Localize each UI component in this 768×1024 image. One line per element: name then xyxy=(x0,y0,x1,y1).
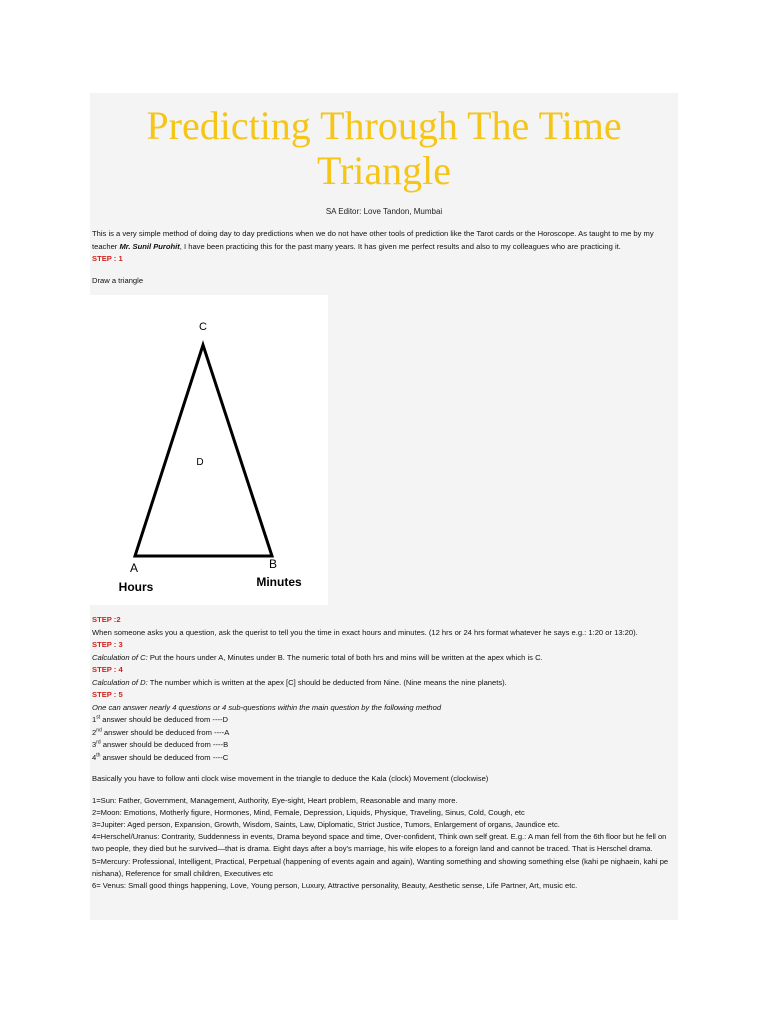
step-5-heading: STEP : 5 xyxy=(92,690,123,699)
triangle-svg xyxy=(90,295,328,605)
answer-suffix: st xyxy=(96,714,101,721)
planet-herschel: 4=Herschel/Uranus: Contrarity, Suddenness in events, Drama beyond space and time, Over-confident, Think own self great. E.g.: A man fell from the 6th floor but he fell on two people, they died but he survived—that is drama. Eight days after a boy's marriage, his wife elopes to a foreign land and cannot be traced. That is Herschel drama. xyxy=(92,832,667,854)
planet-venus: 6= Venus: Small good things happening, Love, Young person, Luxury, Attractive personality, Beauty, Aesthetic sense, Life Partner, Art, music etc. xyxy=(92,880,578,890)
byline: SA Editor: Love Tandon, Mumbai xyxy=(325,207,443,216)
triangle-diagram xyxy=(90,295,328,605)
step-3-text xyxy=(90,652,678,665)
planet-mercury: 5=Mercury: Professional, Intelligent, Practical, Perpetual (happening of events again and again), Wanting something and showing something else (kahi pe nighaein, kahi pe nishana), Reference for small children, Executives etc xyxy=(92,856,669,878)
step-4-text xyxy=(90,677,678,690)
step-4-label: Calculation of D: xyxy=(92,677,148,687)
label-minutes: Minutes xyxy=(256,575,302,589)
label-c: C xyxy=(199,321,207,333)
label-d: D xyxy=(196,457,204,468)
list-item xyxy=(90,727,678,740)
label-b: B xyxy=(268,557,278,571)
planet-jupiter: 3=Jupiter: Aged person, Expansion, Growth, Wisdom, Saints, Law, Diplomatic, Strict Justice, Tumors, Enlargement of organs, Jaundice etc. xyxy=(92,819,560,829)
answer-number: 1 xyxy=(92,715,97,724)
answer-suffix: rd xyxy=(96,739,101,746)
list-item xyxy=(90,739,678,752)
step-4-heading: STEP : 4 xyxy=(92,665,123,674)
answer-text: answer should be deduced from ----B xyxy=(100,740,229,749)
step-4-body: The number which is written at the apex [C] should be deducted from Nine. (Nine means the nine planets). xyxy=(147,677,507,687)
page-title: Predicting Through The Time Triangle xyxy=(146,103,622,193)
list-item xyxy=(90,752,678,765)
answer-text: answer should be deduced from ----D xyxy=(100,715,229,724)
answer-text: answer should be deduced from ----A xyxy=(101,727,230,737)
intro-text-start: This is a very simple method of doing day to day predictions when we do not have other tools of prediction like the Tarot cards or the Horoscope. As taught to me by my teacher xyxy=(92,229,654,251)
answer-suffix: nd xyxy=(96,726,102,733)
answer-number: 4 xyxy=(92,752,97,762)
triangle-shape xyxy=(135,345,272,556)
teacher-name: Mr. Sunil Purohit xyxy=(119,241,180,251)
document-page xyxy=(90,93,678,920)
planet-moon: 2=Moon: Emotions, Motherly figure, Hormones, Mind, Female, Depression, Liquids, Physique, Traveling, Sinus, Cold, Cough, etc xyxy=(92,807,525,817)
step-3-body: Put the hours under A, Minutes under B. The numeric total of both hrs and mins will be written at the apex which is C. xyxy=(147,652,543,662)
step-2-text: When someone asks you a question, ask the querist to tell you the time in exact hours and minutes. (12 hrs or 24 hrs format whatever he says e.g.: 1:20 or 13:20). xyxy=(92,627,638,637)
step-1-text: Draw a triangle xyxy=(92,275,144,285)
label-a: A xyxy=(129,561,139,575)
answer-text: answer should be deduced from ----C xyxy=(100,752,229,762)
intro-text-end: , I have been practicing this for the past many years. It has given me perfect results and also to my colleagues who are practicing it. xyxy=(179,241,621,251)
step-3-label: Calculation of C: xyxy=(92,652,148,662)
planet-list xyxy=(90,795,678,893)
step-2-heading: STEP :2 xyxy=(92,615,121,624)
step-5-text: One can answer nearly 4 questions or 4 sub-questions within the main question by the following method xyxy=(92,702,442,712)
list-item xyxy=(90,714,678,727)
step-3-heading: STEP : 3 xyxy=(92,640,123,649)
clockwise-note: Basically you have to follow anti clock wise movement in the triangle to deduce the Kala (clock) Movement (clockwise) xyxy=(92,774,489,783)
intro-paragraph xyxy=(90,228,678,253)
answer-suffix: th xyxy=(96,751,101,758)
planet-sun: 1=Sun: Father, Government, Management, Authority, Eye-sight, Heart problem, Reasonable and many more. xyxy=(92,795,458,805)
step-1-heading: STEP : 1 xyxy=(92,254,123,263)
answer-number: 3 xyxy=(92,740,97,749)
answer-list xyxy=(90,714,678,764)
label-hours: Hours xyxy=(118,580,154,594)
answer-number: 2 xyxy=(92,727,97,737)
